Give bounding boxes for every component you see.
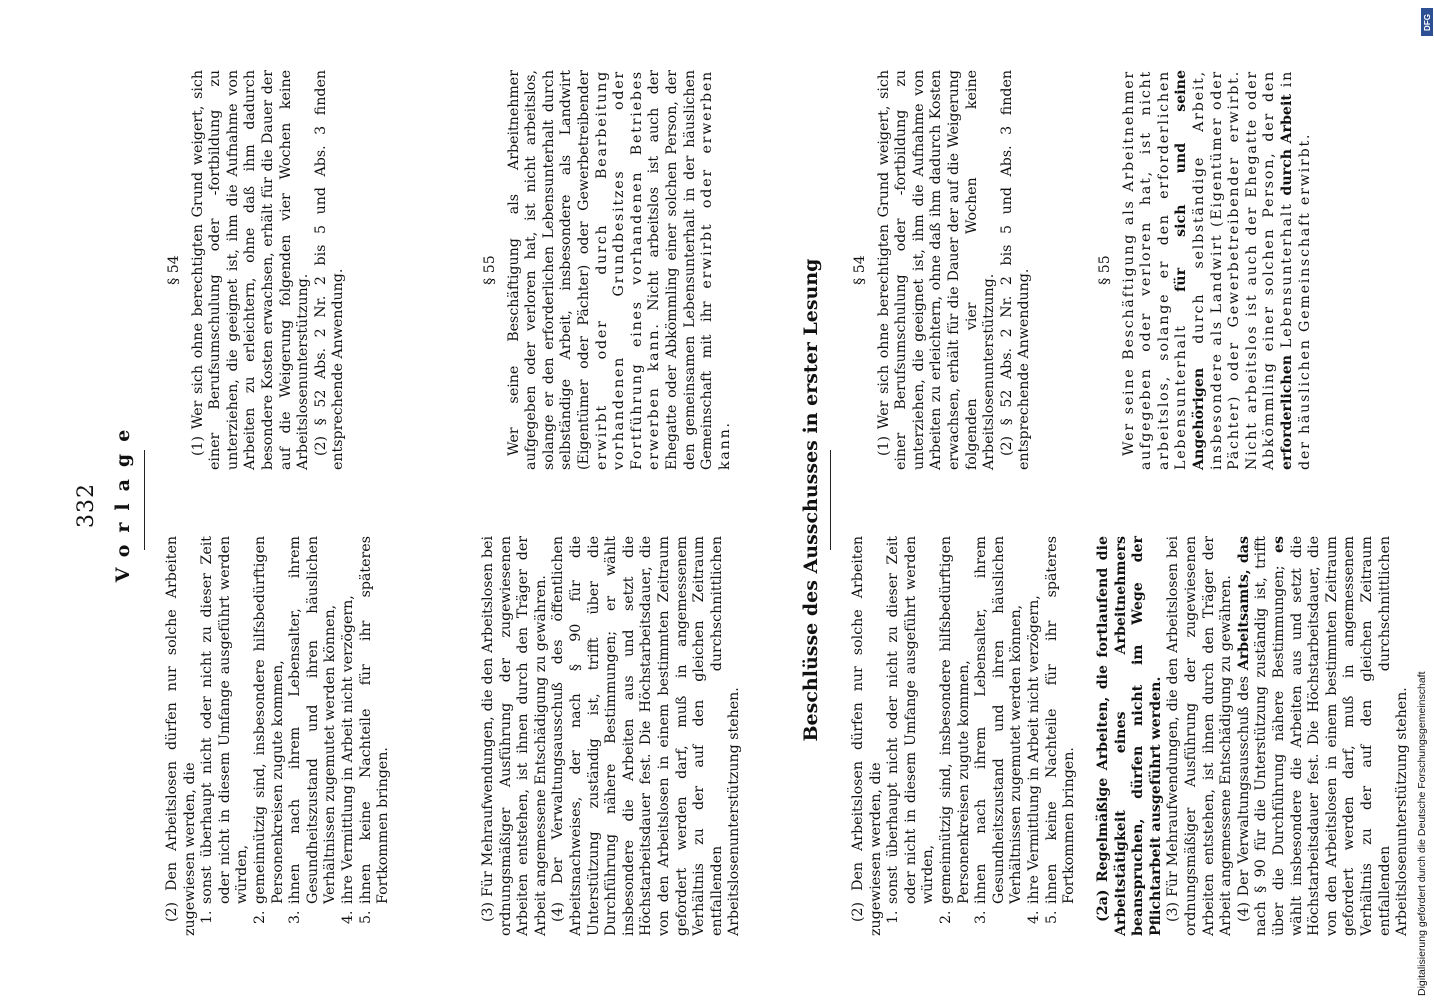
beschluesse-para2a: (2a) Regelmäßige Arbeiten, die fortlaufend die Arbeitstätigkeit eines Arbeitnehmers beanspruchen, dürfen nicht im Wege der Pflichtarbeit ausgeführt werden. <box>1095 536 1164 936</box>
beschluesse-para3: (3) Für Mehraufwendungen, die den Arbeitslosen bei ordnungsmäßiger Ausführung der zugewiesenen Arbeiten entstehen, ist ihnen durch den Träger der Arbeit angemessene Entschädigung zu gewähren. <box>1165 536 1235 936</box>
vorlage-s54-para1: (1) Wer sich ohne berechtigten Grund weigert, sich einer Berufsumschulung oder -fortbildung zu unterziehen, die geeignet ist, ihm die Aufnahme von Arbeiten zu erleichtern, ohne daß ihm dadurch besondere Kosten erwachsen, erhält für die Dauer der auf die Weigerung folgenden vier Wochen keine Arbeitslosenunterstützung. <box>189 70 312 470</box>
beschluesse-para4 <box>1236 536 1412 936</box>
beschluesse-column-c <box>850 70 1034 470</box>
vorlage-s55-text-c: . Nicht arbeitslos ist auch der Ehegatte oder Abkömmling einer solchen Person, der den gemeinsamen Lebensunterhalt in der häuslichen Gemeinschaft mit ihr <box>646 70 716 470</box>
beschluesse-s54-heading: § 54 <box>852 255 868 285</box>
beschluesse-para4-c: nach § 90 für die Unterstützung zuständig ist, trifft über die Durchführung nähere Bestimmungen; <box>1253 536 1287 936</box>
beschluesse-s55-text-e: Lebensunterhalt <box>1278 195 1295 355</box>
beschluesse-column-d <box>1095 70 1314 470</box>
vorlage-s55-spaced-b: erwirbt oder durch Bearbeitung vorhandenen Grundbesitzes oder Fortführung eines vorhandenen Betriebes erwerben kann <box>593 70 663 470</box>
vorlage-s55-para1 <box>506 70 735 470</box>
vorlage-s54-heading: § 54 <box>166 255 182 285</box>
beschluesse-title-rule <box>830 450 831 550</box>
beschluesse-item-1: 1. sonst überhaupt nicht oder nicht zu dieser Zeit oder nicht in diesem Umfange ausgeführt werden würden, <box>885 536 938 906</box>
vorlage-para3: (3) Für Mehraufwendungen, die den Arbeitslosen bei ordnungsmäßiger Ausführung der zugewiesenen Arbeiten entstehen, ist ihnen durch den Träger der Arbeit angemessene Entschädigung zu gewähren. <box>480 536 549 936</box>
beschluesse-s54-para2: (2) § 52 Abs. 2 Nr. 2 bis 5 und Abs. 3 finden entsprechende Anwendung. <box>998 70 1033 470</box>
beschluesse-para4-b: Arbeitsamts, das <box>1235 536 1252 671</box>
beschluesse-title: Beschlüsse des Ausschusses in erster Lesung <box>800 258 822 742</box>
vorlage-para4: (4) Der Verwaltungsausschuß des öffentlichen Arbeitsnachweises, der nach § 90 für die Unterstützung zuständig ist, trifft über die Durchführung nähere Bestimmungen; er wählt insbesondere die Arbeiten aus und setzt die Höchstarbeitsdauer fest. Die Höchstarbeitsdauer, die von den Arbeitslosen in einem bestimmten Zeitraum gefordert werden darf, muß in angemessenem Verhältnis zu der auf den gleichen Zeitraum entfallenden durchschnittlichen Arbeitslosenunterstützung stehen. <box>550 536 743 936</box>
beschluesse-s55-text-a: Wer seine Beschäftigung als Arbeitnehmer aufgegeben oder verloren hat, ist nicht arbeitslos, solange er den erforderlichen Lebensunterhalt <box>1120 70 1190 470</box>
beschluesse-column-a <box>850 536 1079 936</box>
vorlage-s55-heading: § 55 <box>482 255 498 285</box>
vorlage-item-1: 1. sonst überhaupt nicht oder nicht zu dieser Zeit oder nicht in diesem Umfange ausgeführt werden würden, <box>199 536 252 906</box>
beschluesse-item-2: 2. gemeinnützig sind, insbesondere hilfsbedürftigen Personenkreisen zugute kommen, <box>938 536 973 906</box>
beschluesse-s55-para1 <box>1121 70 1315 470</box>
beschluesse-item-5: 5. ihnen keine Nachteile für ihr späteres Fortkommen bringen. <box>1044 536 1079 906</box>
beschluesse-s55-bold-b: für sich und seine Angehörigen <box>1173 69 1207 470</box>
beschluesse-s55-bold-f: durch Arbeit <box>1278 94 1295 196</box>
dfg-logo-text: DFG <box>1422 13 1432 31</box>
vorlage-s55-spaced-d: erwirbt oder erwerben kann <box>699 70 733 470</box>
beschluesse-s54-para1: (1) Wer sich ohne berechtigten Grund weigert, sich einer Berufsumschulung oder -fortbildung zu unterziehen, die geeignet ist, ihm die Aufnahme von Arbeiten zu erleichtern, ohne daß ihm dadurch Kosten erwachsen, erhält für die Dauer der auf die Weigerung folgenden vier Wochen keine Arbeitslosenunterstützung. <box>875 70 998 470</box>
vorlage-s55-text-a: Wer seine Beschäftigung als Arbeitnehmer aufgegeben oder verloren hat, ist nicht arbeitslos, solange er den erforderlichen Lebensunterhalt durch selbständige Arbeit, insbesondere als Landwirt (Eigentümer oder Pächter) oder Gewerbetreibender <box>505 70 592 470</box>
vorlage-column-a <box>164 536 393 936</box>
vorlage-item-5: 5. ihnen keine Nachteile für ihr späteres Fortkommen bringen. <box>358 536 393 906</box>
vorlage-column-b <box>480 536 744 936</box>
vorlage-item-2: 2. gemeinnützig sind, insbesondere hilfsbedürftigen Personenkreisen zugute kommen, <box>252 536 287 906</box>
beschluesse-para2-intro: (2) Den Arbeitslosen dürfen nur solche Arbeiten zugewiesen werden, die <box>850 536 884 936</box>
vorlage-s55-text-e: . <box>716 422 733 428</box>
page-number: 332 <box>74 483 99 528</box>
vorlage-para2-intro: (2) Den Arbeitslosen dürfen nur solche Arbeiten zugewiesen werden, die <box>164 536 198 936</box>
beschluesse-s55-bold-d: erforderlichen <box>1278 354 1295 470</box>
vorlage-column-d <box>480 70 734 470</box>
beschluesse-para4-d: es <box>1270 536 1287 554</box>
beschluesse-item-3: 3. ihnen nach ihrem Lebensalter, ihrem Gesundheitszustand und ihren häuslichen Verhältnissen zugemutet werden können, <box>973 536 1026 906</box>
beschluesse-para4-a: (4) Der Verwaltungsausschuß des <box>1235 670 1252 922</box>
beschluesse-s55-text-c: durch selbständige Arbeit, insbesondere als Landwirt (Eigentümer oder Pächter) oder Gewerbetreibender erwirbt. Nicht arbeitslos ist auch der Ehegatte oder Abkömmling einer solchen Person, der den <box>1190 70 1278 470</box>
beschluesse-para4-e: wählt insbesondere die Arbeiten aus und setzt die Höchstarbeitsdauer fest. Die Höchstarbeitsdauer, die von den Arbeitslosen in einem bestimmten Zeitraum gefordert werden darf, muß in angemessenem Verhältnis zu der auf den gleichen Zeitraum entfallenden durchschnittlichen Arbeitslosenunterstützung stehen. <box>1288 536 1411 936</box>
beschluesse-column-b <box>1095 536 1412 936</box>
beschluesse-item-4: 4. ihre Vermittlung in Arbeit nicht verzögern, <box>1026 536 1044 906</box>
vorlage-column-c <box>164 70 348 470</box>
vorlage-title: Vorlage <box>112 417 134 583</box>
vorlage-title-rule <box>144 450 145 550</box>
vorlage-item-3: 3. ihnen nach ihrem Lebensalter, ihrem Gesundheitszustand und ihren häuslichen Verhältnissen zugemutet werden können, <box>287 536 340 906</box>
beschluesse-s55-text-g: in der häuslichen Gemeinschaft erwirbt. <box>1278 69 1313 470</box>
vorlage-item-4: 4. ihre Vermittlung in Arbeit nicht verzögern, <box>340 536 358 906</box>
digitization-credit-note: Digitalisierung gefördert durch die Deutsche Forschungsgemeinschaft <box>1416 671 1428 996</box>
vorlage-item-list <box>199 536 393 936</box>
beschluesse-s55-heading: § 55 <box>1097 255 1113 285</box>
vorlage-s54-para2: (2) § 52 Abs. 2 Nr. 2 bis 5 und Abs. 3 finden entsprechende Anwendung. <box>312 70 347 470</box>
dfg-logo <box>1421 8 1433 36</box>
beschluesse-item-list <box>885 536 1079 936</box>
